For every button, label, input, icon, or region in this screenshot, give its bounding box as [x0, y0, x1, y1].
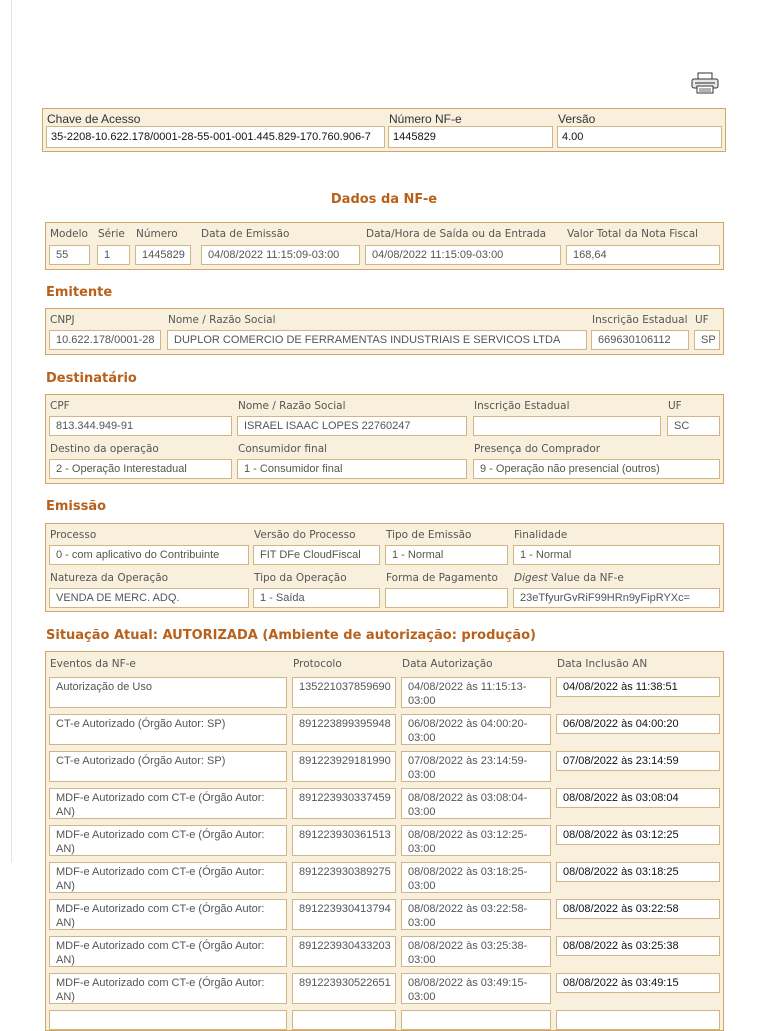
numero-nfe-value: 1445829 — [388, 126, 553, 148]
data-emissao-label: Data de Emissão — [201, 228, 290, 240]
protocolo-cell: 891223930361513 — [292, 825, 396, 856]
protocolo-cell: 891223930413794 — [292, 899, 396, 930]
emitente-ie-label: Inscrição Estadual — [592, 314, 688, 326]
data-autorizacao-cell: 08/08/2022 às 03:12:25-03:00 — [401, 825, 551, 856]
data-autorizacao-cell: 08/08/2022 às 03:18:25-03:00 — [401, 862, 551, 893]
destinatario-panel — [45, 394, 724, 484]
presenca-comprador-value: 9 - Operação não presencial (outros) — [473, 459, 720, 479]
data-inclusao-cell: 07/08/2022 às 23:14:59 — [556, 751, 720, 771]
emissao-panel — [45, 523, 724, 612]
data-inclusao-cell: 04/08/2022 às 11:38:51 — [556, 677, 720, 697]
evento-cell: MDF-e Autorizado com CT-e (Órgão Autor: AN) — [49, 899, 287, 930]
emitente-nome-label: Nome / Razão Social — [168, 314, 276, 326]
evento-cell-partial — [49, 1010, 287, 1030]
emitente-nome-value: DUPLOR COMERCIO DE FERRAMENTAS INDUSTRIAIS E SERVICOS LTDA — [167, 330, 587, 350]
destino-operacao-label: Destino da operação — [50, 443, 159, 455]
dados-title: Dados da NF-e — [330, 192, 438, 207]
protocolo-cell: 891223930433203 — [292, 936, 396, 967]
protocolo-cell-partial — [292, 1010, 396, 1030]
data-inclusao-cell: 06/08/2022 às 04:00:20 — [556, 714, 720, 734]
data-autorizacao-cell: 08/08/2022 às 03:25:38-03:00 — [401, 936, 551, 967]
emitente-panel — [45, 308, 724, 355]
versao-processo-label: Versão do Processo — [254, 529, 356, 541]
presenca-comprador-label: Presença do Comprador — [474, 443, 601, 455]
tipo-operacao-value: 1 - Saída — [253, 588, 380, 608]
evento-cell: CT-e Autorizado (Órgão Autor: SP) — [49, 751, 287, 782]
tipo-emissao-value: 1 - Normal — [385, 545, 508, 565]
protocolo-cell: 135221037859690 — [292, 677, 396, 708]
evento-cell: MDF-e Autorizado com CT-e (Órgão Autor: AN) — [49, 788, 287, 819]
digest-value-label — [514, 572, 624, 584]
consumidor-final-label: Consumidor final — [238, 443, 328, 455]
data-inclusao-cell: 08/08/2022 às 03:18:25 — [556, 862, 720, 882]
data-autorizacao-cell: 08/08/2022 às 03:49:15-03:00 — [401, 973, 551, 1004]
numero-value: 1445829 — [135, 245, 191, 265]
data-inclusao-cell: 08/08/2022 às 03:49:15 — [556, 973, 720, 993]
tipo-emissao-label: Tipo de Emissão — [386, 529, 472, 541]
dest-ie-value — [473, 416, 661, 436]
protocolo-cell: 891223899395948 — [292, 714, 396, 745]
evento-cell: Autorização de Uso — [49, 677, 287, 708]
dest-uf-label: UF — [668, 400, 682, 412]
data-inclusao-cell: 08/08/2022 às 03:22:58 — [556, 899, 720, 919]
data-saida-label: Data/Hora de Saída ou da Entrada — [366, 228, 547, 240]
data-autorizacao-cell: 08/08/2022 às 03:22:58-03:00 — [401, 899, 551, 930]
data-inclusao-cell-partial — [556, 1010, 720, 1030]
protocolo-cell: 891223930337459 — [292, 788, 396, 819]
page-left-border — [11, 0, 12, 862]
chave-value: 35-2208-10.622.178/0001-28-55-001-001.445.829-170.760.906-7 — [46, 126, 385, 148]
data-saida-value: 04/08/2022 11:15:09-03:00 — [365, 245, 561, 265]
cnpj-value: 10.622.178/0001-28 — [49, 330, 161, 350]
consumidor-final-value: 1 - Consumidor final — [237, 459, 467, 479]
emitente-ie-value: 669630106112 — [591, 330, 689, 350]
emitente-uf-label: UF — [695, 314, 709, 326]
chave-label: Chave de Acesso — [47, 112, 141, 126]
natureza-operacao-value: VENDA DE MERC. ADQ. — [49, 588, 249, 608]
data-inclusao-cell: 08/08/2022 às 03:12:25 — [556, 825, 720, 845]
digest-word: Digest — [514, 572, 548, 584]
forma-pagamento-label: Forma de Pagamento — [386, 572, 498, 584]
serie-label: Série — [98, 228, 125, 240]
destinatario-title: Destinatário — [46, 371, 137, 386]
cnpj-label: CNPJ — [50, 314, 75, 326]
destino-operacao-value: 2 - Operação Interestadual — [49, 459, 232, 479]
processo-label: Processo — [50, 529, 97, 541]
finalidade-label: Finalidade — [514, 529, 568, 541]
serie-value: 1 — [97, 245, 130, 265]
protocolo-header: Protocolo — [293, 658, 342, 670]
dest-nome-value: ISRAEL ISAAC LOPES 22760247 — [237, 416, 467, 436]
finalidade-value: 1 - Normal — [513, 545, 720, 565]
evento-cell: MDF-e Autorizado com CT-e (Órgão Autor: AN) — [49, 936, 287, 967]
processo-value: 0 - com aplicativo do Contribuinte — [49, 545, 249, 565]
versao-processo-value: FIT DFe CloudFiscal — [253, 545, 380, 565]
numero-label: Número — [136, 228, 178, 240]
digest-label-rest: Value da NF-e — [551, 572, 624, 584]
tipo-operacao-label: Tipo da Operação — [254, 572, 347, 584]
evento-cell: MDF-e Autorizado com CT-e (Órgão Autor: AN) — [49, 825, 287, 856]
valor-total-value: 168,64 — [566, 245, 720, 265]
eventos-header: Eventos da NF-e — [50, 658, 136, 670]
data-inclusao-cell: 08/08/2022 às 03:08:04 — [556, 788, 720, 808]
emitente-uf-value: SP — [694, 330, 720, 350]
cpf-label: CPF — [50, 400, 70, 412]
data-emissao-value: 04/08/2022 11:15:09-03:00 — [201, 245, 360, 265]
emitente-title: Emitente — [46, 285, 113, 300]
valor-total-label: Valor Total da Nota Fiscal — [567, 228, 699, 240]
evento-cell: MDF-e Autorizado com CT-e (Órgão Autor: AN) — [49, 862, 287, 893]
data-autorizacao-header: Data Autorização — [402, 658, 493, 670]
evento-cell: CT-e Autorizado (Órgão Autor: SP) — [49, 714, 287, 745]
dest-ie-label: Inscrição Estadual — [474, 400, 570, 412]
protocolo-cell: 891223930522651 — [292, 973, 396, 1004]
numero-nfe-label: Número NF-e — [389, 112, 462, 126]
protocolo-cell: 891223929181990 — [292, 751, 396, 782]
protocolo-cell: 891223930389275 — [292, 862, 396, 893]
natureza-operacao-label: Natureza da Operação — [50, 572, 169, 584]
data-autorizacao-cell: 04/08/2022 às 11:15:13-03:00 — [401, 677, 551, 708]
emissao-title: Emissão — [46, 499, 107, 514]
versao-label: Versão — [558, 112, 596, 126]
data-autorizacao-cell: 08/08/2022 às 03:08:04-03:00 — [401, 788, 551, 819]
data-inclusao-header: Data Inclusão AN — [557, 658, 648, 670]
data-autorizacao-cell: 06/08/2022 às 04:00:20-03:00 — [401, 714, 551, 745]
versao-value: 4.00 — [557, 126, 722, 148]
data-inclusao-cell: 08/08/2022 às 03:25:38 — [556, 936, 720, 956]
dados-panel — [45, 222, 724, 270]
modelo-value: 55 — [49, 245, 90, 265]
access-key-panel — [42, 108, 726, 152]
evento-cell: MDF-e Autorizado com CT-e (Órgão Autor: AN) — [49, 973, 287, 1004]
printer-icon[interactable] — [690, 72, 720, 94]
data-autorizacao-cell: 07/08/2022 às 23:14:59-03:00 — [401, 751, 551, 782]
eventos-panel — [45, 651, 724, 1031]
situacao-title: Situação Atual: AUTORIZADA (Ambiente de autorização: produção) — [46, 628, 536, 643]
data-autorizacao-cell-partial — [401, 1010, 551, 1030]
dest-nome-label: Nome / Razão Social — [238, 400, 346, 412]
forma-pagamento-value — [385, 588, 508, 608]
cpf-value: 813.344.949-91 — [49, 416, 232, 436]
dest-uf-value: SC — [667, 416, 720, 436]
modelo-label: Modelo — [50, 228, 88, 240]
digest-value: 23eTfyurGvRiF99HRn9yFipRYXc= — [513, 588, 720, 608]
